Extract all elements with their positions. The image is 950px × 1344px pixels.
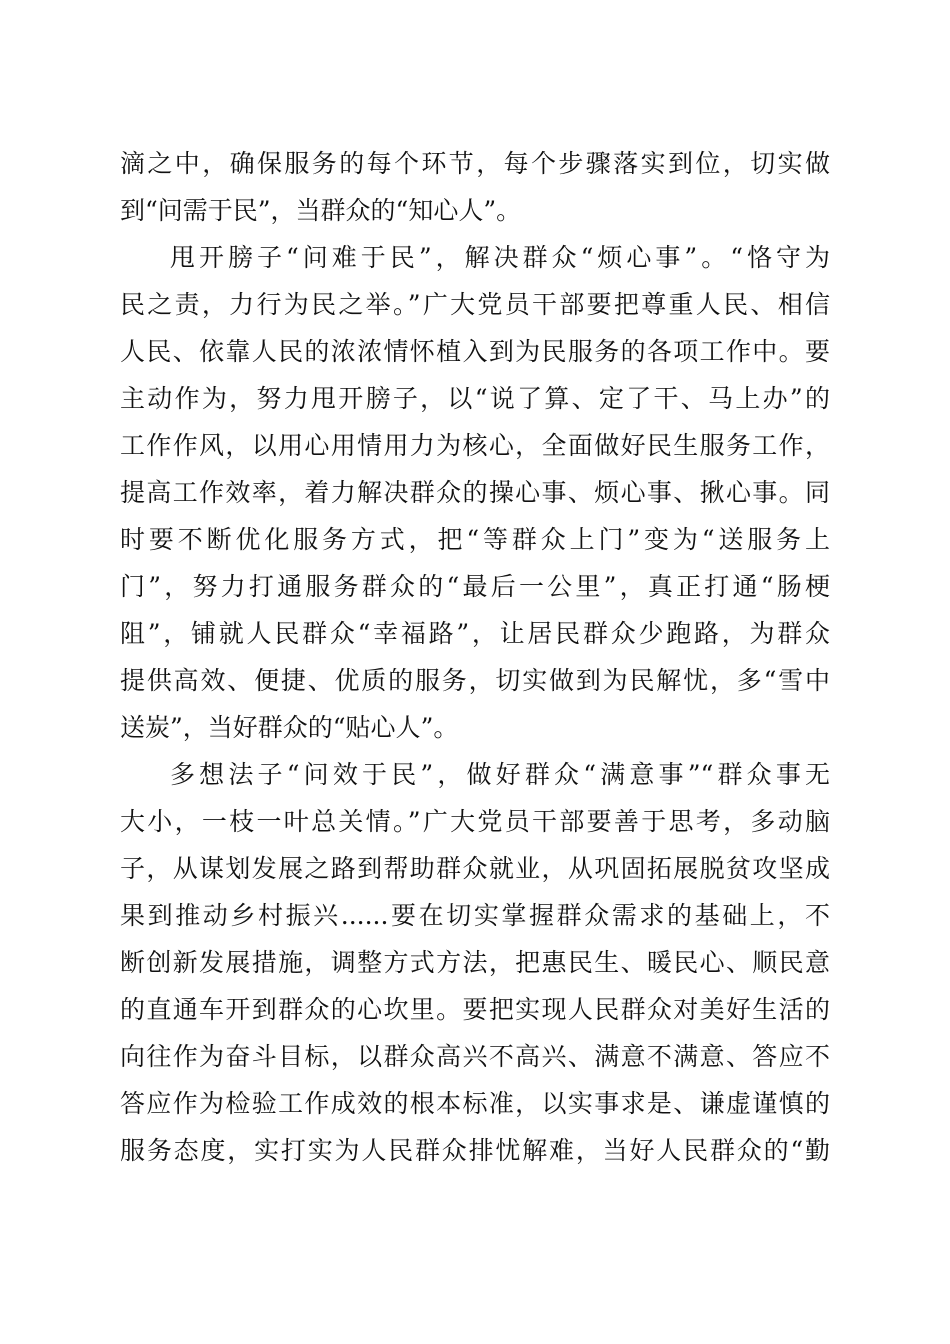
text-line: 民之责，力行为民之举。”广大党员干部要把尊重人民、相信 <box>120 290 830 319</box>
text-line: 大小，一枝一叶总关情。”广大党员干部要善于思考，多动脑 <box>120 807 830 836</box>
text-line: 断创新发展措施，调整方式方法，把惠民生、暖民心、顺民意 <box>120 948 830 977</box>
text-line: 果到推动乡村振兴......要在切实掌握群众需求的基础上，不 <box>120 901 830 930</box>
document-body <box>120 140 830 1174</box>
text-line: 主动作为，努力甩开膀子，以“说了算、定了干、马上办”的 <box>120 384 830 413</box>
text-line: 甩开膀子“问难于民”，解决群众“烦心事”。“恪守为 <box>170 243 830 272</box>
text-line: 阻”，铺就人民群众“幸福路”，让居民群众少跑路，为群众 <box>120 619 830 648</box>
text-line: 向往作为奋斗目标，以群众高兴不高兴、满意不满意、答应不 <box>120 1042 830 1071</box>
text-line: 人民、依靠人民的浓浓情怀植入到为民服务的各项工作中。要 <box>120 337 830 366</box>
text-line: 的直通车开到群众的心坎里。要把实现人民群众对美好生活的 <box>120 995 830 1024</box>
text-line: 多想法子“问效于民”，做好群众“满意事”“群众事无 <box>170 760 830 789</box>
text-line: 到“问需于民”，当群众的“知心人”。 <box>120 196 522 225</box>
text-line: 工作作风，以用心用情用力为核心，全面做好民生服务工作， <box>120 431 830 460</box>
text-line: 提高工作效率，着力解决群众的操心事、烦心事、揪心事。同 <box>120 478 830 507</box>
text-line: 提供高效、便捷、优质的服务，切实做到为民解忧，多“雪中 <box>120 666 830 695</box>
paragraph <box>120 751 830 1174</box>
text-line: 滴之中，确保服务的每个环节，每个步骤落实到位，切实做 <box>120 149 830 178</box>
text-line: 门”，努力打通服务群众的“最后一公里”，真正打通“肠梗 <box>120 572 830 601</box>
text-line: 答应作为检验工作成效的根本标准，以实事求是、谦虚谨慎的 <box>120 1089 830 1118</box>
text-line: 送炭”，当好群众的“贴心人”。 <box>120 713 459 742</box>
text-line: 时要不断优化服务方式，把“等群众上门”变为“送服务上 <box>120 525 830 554</box>
paragraph <box>120 140 830 234</box>
paragraph <box>120 234 830 751</box>
text-line: 服务态度，实打实为人民群众排忧解难，当好人民群众的“勤 <box>120 1136 830 1165</box>
text-line: 子，从谋划发展之路到帮助群众就业，从巩固拓展脱贫攻坚成 <box>120 854 830 883</box>
